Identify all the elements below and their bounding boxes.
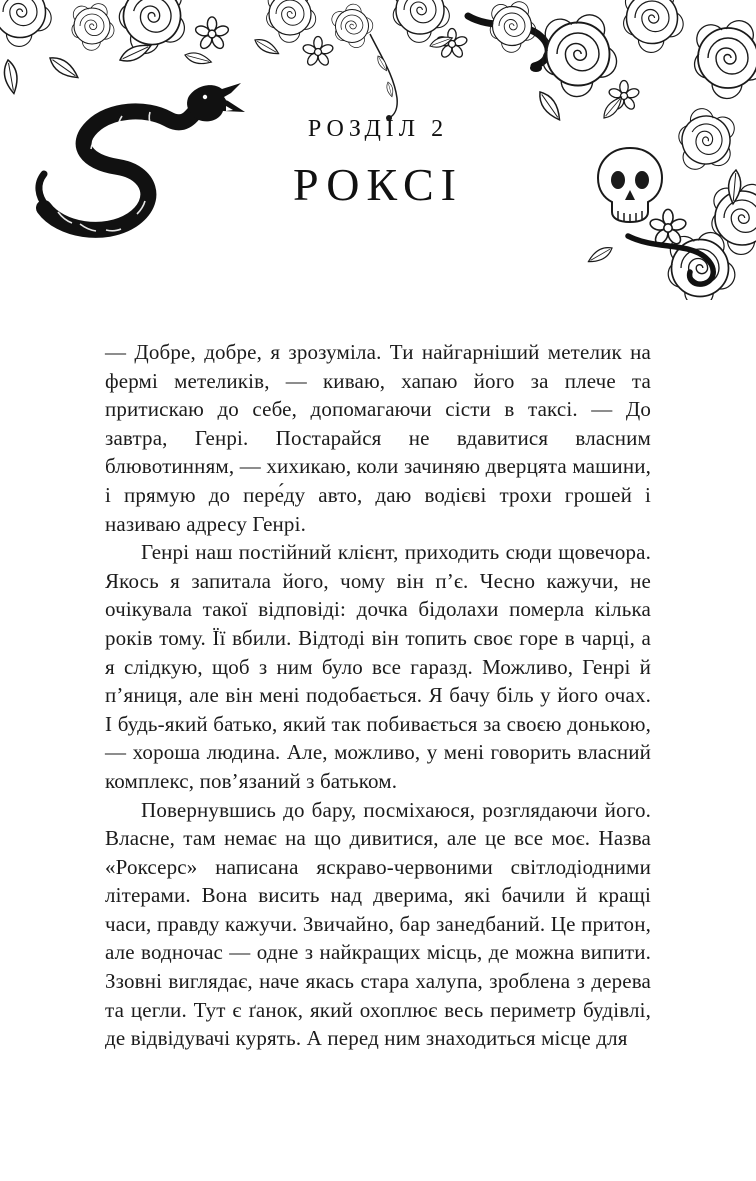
page-header <box>0 0 756 300</box>
paragraph: Генрі наш постійний клієнт, приходить сюди щовечора. Якось я запитала його, чому він п’є. Чесно кажучи, не очікувала такої відповіді: дочка бідолахи померла кілька років тому. Її вбили. Відтоді він топить своє горе в чарці, а я слідкую, щоб з ним було все гаразд. Можливо, Генрі й п’яниця, але він мені подобається. Я бачу біль у його очах. І будь-який батько, який так побивається за своєю донькою, — хороша людина. Але, можливо, у мені говорить власний комплекс, пов’язаний з батьком. <box>105 540 651 793</box>
paragraph: — Добре, добре, я зрозуміла. Ти найгарніший метелик на фермі метеликів, — киваю, хапаю його за плече та притискаю до себе, допомагаючи сісти в таксі. — До завтра, Генрі. Постарайся не вдавитися власним блювотинням, — хихикаю, коли зачиняю дверцята машини, і прямую до пере́ду авто, даю водієві трохи грошей і називаю адресу Генрі. <box>105 340 651 536</box>
rose-garland-left <box>0 0 230 95</box>
body-text <box>105 338 651 1053</box>
header-floral-artwork <box>0 0 756 300</box>
rose-garland-center <box>253 0 468 67</box>
chapter-title: РОКСІ <box>293 159 463 210</box>
paragraph: Повернувшись до бару, посміхаюся, розглядаючи його. Власне, там немає на що дивитися, але це все моє. Назва «Роксерс» написана яскраво-червоними світлодіодними літерами. Вона висить над дверима, які бачили й кращі часи, правду кажучи. Звичайно, бар занедбаний. Це притон, але водночас — одне з найкращих місць, де можна випити. Ззовні виглядає, наче якась стара халупа, зроблена з дерева та цегли. Тут є ґанок, який охоплює весь периметр будівлі, де відвідувачі курять. А перед ним знаходиться місце для <box>105 797 651 1051</box>
hanging-vine <box>370 34 397 121</box>
chapter-label: РОЗДІЛ 2 <box>307 116 449 142</box>
